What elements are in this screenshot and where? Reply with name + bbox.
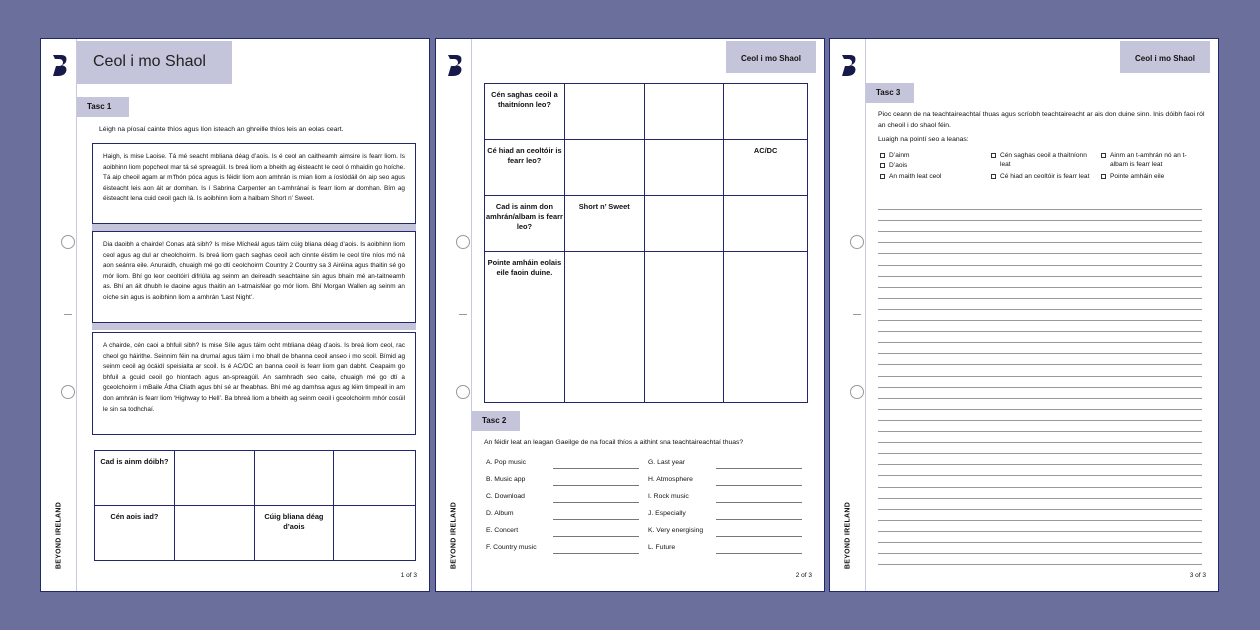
writing-line[interactable] — [878, 498, 1202, 499]
writing-line[interactable] — [878, 298, 1202, 299]
task-instruction: Léigh na píosaí cainte thíos agus líon isteach an ghreille thíos leis an eolas ceart. — [99, 126, 344, 133]
writing-line[interactable] — [878, 220, 1202, 221]
answer-grid — [484, 83, 808, 403]
grid-cell[interactable] — [564, 140, 644, 196]
checklist-item[interactable]: Cén saghas ceoil a thaitníonn leat — [991, 152, 1101, 169]
checklist-item[interactable]: Ainm an t-amhrán nó an t-albam is fearr leat — [1101, 152, 1206, 169]
page-title: Ceol i mo Shaol — [93, 53, 206, 70]
worksheet-page-1 — [40, 38, 430, 592]
vocab-item: J. Especially — [648, 510, 686, 517]
page-number: 2 of 3 — [795, 572, 812, 579]
writing-line[interactable] — [878, 409, 1202, 410]
writing-line[interactable] — [878, 487, 1202, 488]
checkbox-icon — [880, 163, 885, 168]
grid-cell[interactable] — [724, 84, 808, 140]
writing-line[interactable] — [878, 342, 1202, 343]
writing-line[interactable] — [878, 331, 1202, 332]
grid-row-label: Cad is ainm don amhrán/albam is fearr leo? — [485, 196, 565, 252]
worksheet-page-3 — [829, 38, 1219, 592]
brand-label: BEYOND IRELAND — [55, 501, 63, 570]
grid-cell[interactable] — [174, 451, 254, 506]
fold-mark — [853, 314, 861, 315]
grid-cell[interactable] — [644, 252, 724, 403]
writing-line[interactable] — [878, 376, 1202, 377]
checklist-item[interactable]: Pointe amháin eile — [1101, 173, 1206, 182]
grid-cell[interactable] — [174, 506, 254, 561]
page-number: 1 of 3 — [400, 572, 417, 579]
writing-line[interactable] — [878, 253, 1202, 254]
checklist-item[interactable]: Cé hiad an ceoltóir is fearr leat — [991, 173, 1101, 182]
writing-line[interactable] — [878, 231, 1202, 232]
writing-line[interactable] — [878, 442, 1202, 443]
task-heading: Tasc 2 — [472, 411, 520, 431]
writing-line[interactable] — [878, 520, 1202, 521]
grid-row-label: Cad is ainm dóibh? — [95, 451, 175, 506]
brand-label: BEYOND IRELAND — [450, 501, 458, 570]
beyond-logo-icon — [840, 53, 858, 77]
writing-line[interactable] — [878, 353, 1202, 354]
binder-hole — [456, 385, 470, 399]
task-instruction: An féidir leat an leagan Gaeilge de na focail thíos a aithint sna teachtaireachtaí thuas? — [484, 439, 744, 446]
writing-line[interactable] — [878, 420, 1202, 421]
vocab-item: G. Last year — [648, 459, 686, 466]
checkbox-icon — [1101, 153, 1106, 158]
task-instruction: Luaigh na pointí seo a leanas: — [878, 136, 969, 143]
answer-line[interactable] — [716, 553, 802, 554]
worksheet-page-2 — [435, 38, 825, 592]
writing-line[interactable] — [878, 553, 1202, 554]
answer-line[interactable] — [553, 485, 639, 486]
grid-cell[interactable] — [334, 451, 416, 506]
writing-line[interactable] — [878, 309, 1202, 310]
fold-mark — [459, 314, 467, 315]
title-banner — [77, 41, 232, 84]
reading-passage-laoise: Haigh, is mise Laoise. Tá mé seacht mbliana déag d’aois. Is é ceol an caitheamh aimsire is fearr liom. Is aoibhinn liom popcheol mar tá sé spreagúil. Is breá liom a bheith ag éisteacht le ceol ó mhaidin go hoíche. Tá aip cheoil agam ar m’fhón póca agus is féidir liom aon amhrán is mian liom a íoslódáil ón aip seo agus éisteacht leis aon áit ar domhan. Is í Sabrina Carpenter an t-amhránaí is fearr liom ar domhan. Bím ag éisteacht lena cuid ceoil gach lá. Is aoibhinn liom a halbam Short n’ Sweet. — [92, 143, 416, 224]
answer-line[interactable] — [716, 536, 802, 537]
grid-cell[interactable]: AC/DC — [724, 140, 808, 196]
answer-line[interactable] — [553, 502, 639, 503]
passage-divider — [92, 224, 416, 231]
task-heading: Tasc 1 — [77, 97, 129, 117]
fold-mark — [64, 314, 72, 315]
grid-cell[interactable] — [724, 252, 808, 403]
task-instruction: Pioc ceann de na teachtaireachtaí thuas agus scríobh teachtaireacht ar ais don duine sinn. Inis dóibh faoi ról an cheoil i do shaol féin. — [878, 111, 1205, 129]
answer-line[interactable] — [553, 536, 639, 537]
grid-cell[interactable] — [254, 451, 334, 506]
writing-line[interactable] — [878, 320, 1202, 321]
answer-line[interactable] — [553, 519, 639, 520]
page-sidebar — [41, 39, 77, 591]
grid-cell[interactable]: Cúig bliana déag d’aois — [254, 506, 334, 561]
passage-divider — [92, 323, 416, 330]
writing-line[interactable] — [878, 265, 1202, 266]
writing-line[interactable] — [878, 564, 1202, 565]
checkbox-icon — [991, 174, 996, 179]
vocab-item: A. Pop music — [486, 459, 527, 466]
writing-line[interactable] — [878, 364, 1202, 365]
grid-row-label: Cén saghas ceoil a thaitníonn leo? — [485, 84, 565, 140]
vocab-item: H. Atmosphere — [648, 476, 693, 483]
grid-cell[interactable] — [644, 196, 724, 252]
checklist-item[interactable]: D’ainm — [880, 152, 992, 161]
checkbox-icon — [991, 153, 996, 158]
vocab-item: B. Music app — [486, 476, 526, 483]
writing-line[interactable] — [878, 475, 1202, 476]
checklist-item[interactable]: D’aois — [880, 162, 992, 171]
answer-line[interactable] — [553, 553, 639, 554]
header-tab: Ceol i mo Shaol — [726, 41, 816, 73]
writing-line[interactable] — [878, 387, 1202, 388]
binder-hole — [850, 235, 864, 249]
answer-line[interactable] — [716, 502, 802, 503]
grid-cell[interactable] — [334, 506, 416, 561]
writing-line[interactable] — [878, 276, 1202, 277]
grid-row-label: Pointe amháin eolais eile faoin duine. — [485, 252, 565, 403]
vocab-item: I. Rock music — [648, 493, 689, 500]
vocab-item: L. Future — [648, 544, 676, 551]
checkbox-icon — [880, 174, 885, 179]
writing-line[interactable] — [878, 398, 1202, 399]
writing-line[interactable] — [878, 542, 1202, 543]
header-tab: Ceol i mo Shaol — [1120, 41, 1210, 73]
vocab-item: D. Album — [486, 510, 514, 517]
writing-line[interactable] — [878, 453, 1202, 454]
binder-hole — [456, 235, 470, 249]
task-heading: Tasc 3 — [866, 83, 914, 103]
grid-row-label: Cé hiad an ceoltóir is fearr leo? — [485, 140, 565, 196]
grid-cell[interactable] — [724, 196, 808, 252]
page-number: 3 of 3 — [1189, 572, 1206, 579]
reading-passage-micheal: Dia daoibh a chairde! Conas atá sibh? Is mise Mícheál agus táim cúig bliana déag d’aois. Is aoibhinn liom ceol agus ag dul ar cheolchoirm. Is breá liom gach saghas ceoil ach cinnte éistim le ceol tíre níos mó ná aon seánra eile. Anuraidh, chuaigh mé go dtí ceolchoirm Country 2 Country sa 3 Airéina agus thaitin sé go mór liom. Bhí go leor ceoltóirí difriúla ag seinm an deireadh seachtaine sin agus bhain mé an-taitneamh as. Bhí an áit dhubh le daoine agus thaitin an t-atmaisféar go mór liom. Bhí Morgan Wallen ag seinm an oíche sin agus is aoibhinn liom a amhrán ‘Last Night’. — [92, 231, 416, 323]
writing-line[interactable] — [878, 531, 1202, 532]
writing-line[interactable] — [878, 509, 1202, 510]
writing-line[interactable] — [878, 242, 1202, 243]
beyond-logo-icon — [446, 53, 464, 77]
grid-cell[interactable] — [564, 84, 644, 140]
vocab-item: C. Download — [486, 493, 525, 500]
answer-grid — [94, 450, 416, 561]
page-sidebar — [436, 39, 472, 591]
page-sidebar — [830, 39, 866, 591]
answer-line[interactable] — [716, 468, 802, 469]
grid-cell[interactable] — [564, 252, 644, 403]
grid-cell[interactable] — [644, 140, 724, 196]
answer-line[interactable] — [553, 468, 639, 469]
answer-line[interactable] — [716, 519, 802, 520]
beyond-logo-icon — [51, 53, 69, 77]
writing-line[interactable] — [878, 464, 1202, 465]
vocab-item: F. Country music — [486, 544, 537, 551]
writing-line[interactable] — [878, 431, 1202, 432]
grid-cell[interactable]: Short n’ Sweet — [564, 196, 644, 252]
vocab-item: K. Very energising — [648, 527, 704, 534]
answer-line[interactable] — [716, 485, 802, 486]
checkbox-icon — [1101, 174, 1106, 179]
binder-hole — [850, 385, 864, 399]
vocab-item: E. Concert — [486, 527, 519, 534]
checklist-item[interactable]: An maith leat ceol — [880, 173, 992, 182]
checkbox-icon — [880, 153, 885, 158]
writing-line[interactable] — [878, 209, 1202, 210]
grid-row-label: Cén aois iad? — [95, 506, 175, 561]
reading-passage-sile: A chairde, cén caoi a bhfuil sibh? Is mise Síle agus táim ocht mbliana déag d’aois. Is breá liom ceol, rac cheol go háirithe. Seinnim féin na drumaí agus táim i mo bhall de bhanna ceoil anseo i mo scoil. Bímid ag seinm ceoil ag ócáidí speisialta ar scoil. Is é AC/DC an banna ceoil is fearr liom gan dabht. Ceapaim go bhfuil a gcuid ceoil go hiontach agus an-spreagúil. An samhradh seo caite, chuaigh mé go dtí a gceolchoirm i mBaile Átha Cliath agus bhí sé ar fheabhas. Bhí mé ag damhsa agus ag léim timpeall in am don amhrán is fearr liom ‘Highway to Hell’. Ba bhreá liom a bheith ag seinm ceoil i gceolchoirm mhór cosúil le sin sa todhchaí. — [92, 332, 416, 435]
binder-hole — [61, 235, 75, 249]
brand-label: BEYOND IRELAND — [844, 501, 852, 570]
grid-cell[interactable] — [644, 84, 724, 140]
binder-hole — [61, 385, 75, 399]
writing-line[interactable] — [878, 287, 1202, 288]
